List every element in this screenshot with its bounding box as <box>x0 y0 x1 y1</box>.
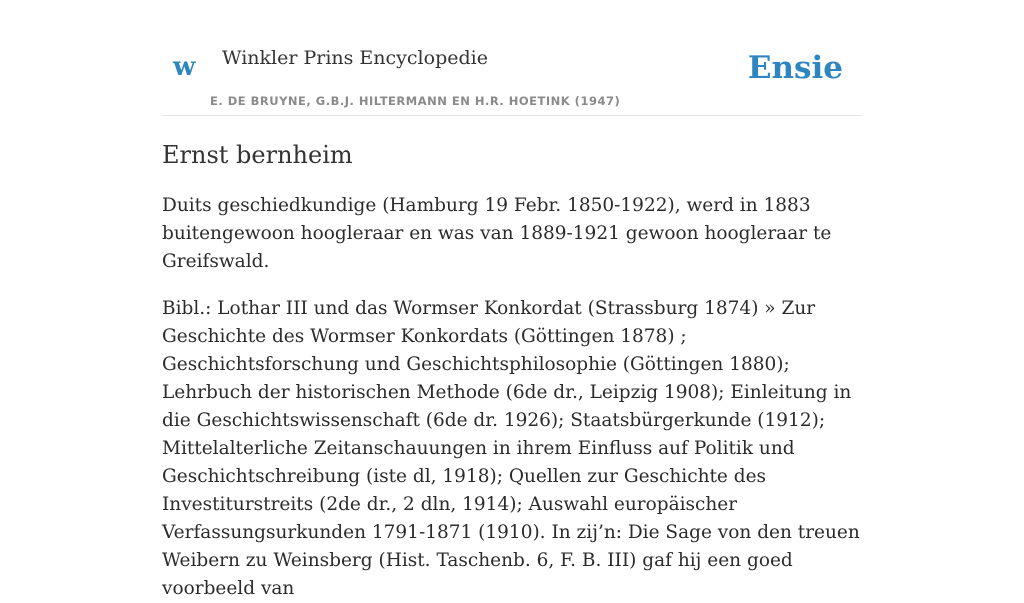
site-header <box>162 40 862 116</box>
ensie-logo[interactable]: Ensie <box>747 50 843 86</box>
source-byline: E. DE BRUYNE, G.B.J. HILTERMANN EN H.R. HOETINK (1947) <box>210 94 621 108</box>
article-title: Ernst bernheim <box>162 141 353 169</box>
winkler-prins-logo-icon[interactable]: w <box>173 52 196 82</box>
article-paragraph-bibliography: Bibl.: Lothar III und das Wormser Konkordat (Strassburg 1874) » Zur Geschichte des Wormser Konkordats (Göttingen 1878) ; Geschichtsforschung und Geschichtsphilosophie (Göttingen 1880); Lehrbuch der historischen Methode (6de dr., Leipzig 1908); Einleitung in die Geschichtswissenschaft (6de dr. 1926); Staatsbürgerkunde (1912); Mittelalterliche Zeitanschauungen in ihrem Einfluss auf Politik und Geschichtschreibung (iste dl, 1918); Quellen zur Geschichte des Investiturstreits (2de dr., 2 dln, 1914); Auswahl europäischer Verfassungsurkunden 1791-1871 (1910). In zij’n: Die Sage von den treuen Weibern zu Weinsberg (Hist. Taschenb. 6, F. B. III) gaf hij een goed voorbeeld van <box>162 297 860 599</box>
article-paragraph-definition: Duits geschiedkundige (Hamburg 19 Febr. 1850-1922), werd in 1883 buitengewoon hoogleraar en was van 1889-1921 gewoon hoogleraar te Greifswald. <box>162 194 832 272</box>
source-title[interactable]: Winkler Prins Encyclopedie <box>222 47 488 69</box>
page <box>162 0 862 603</box>
